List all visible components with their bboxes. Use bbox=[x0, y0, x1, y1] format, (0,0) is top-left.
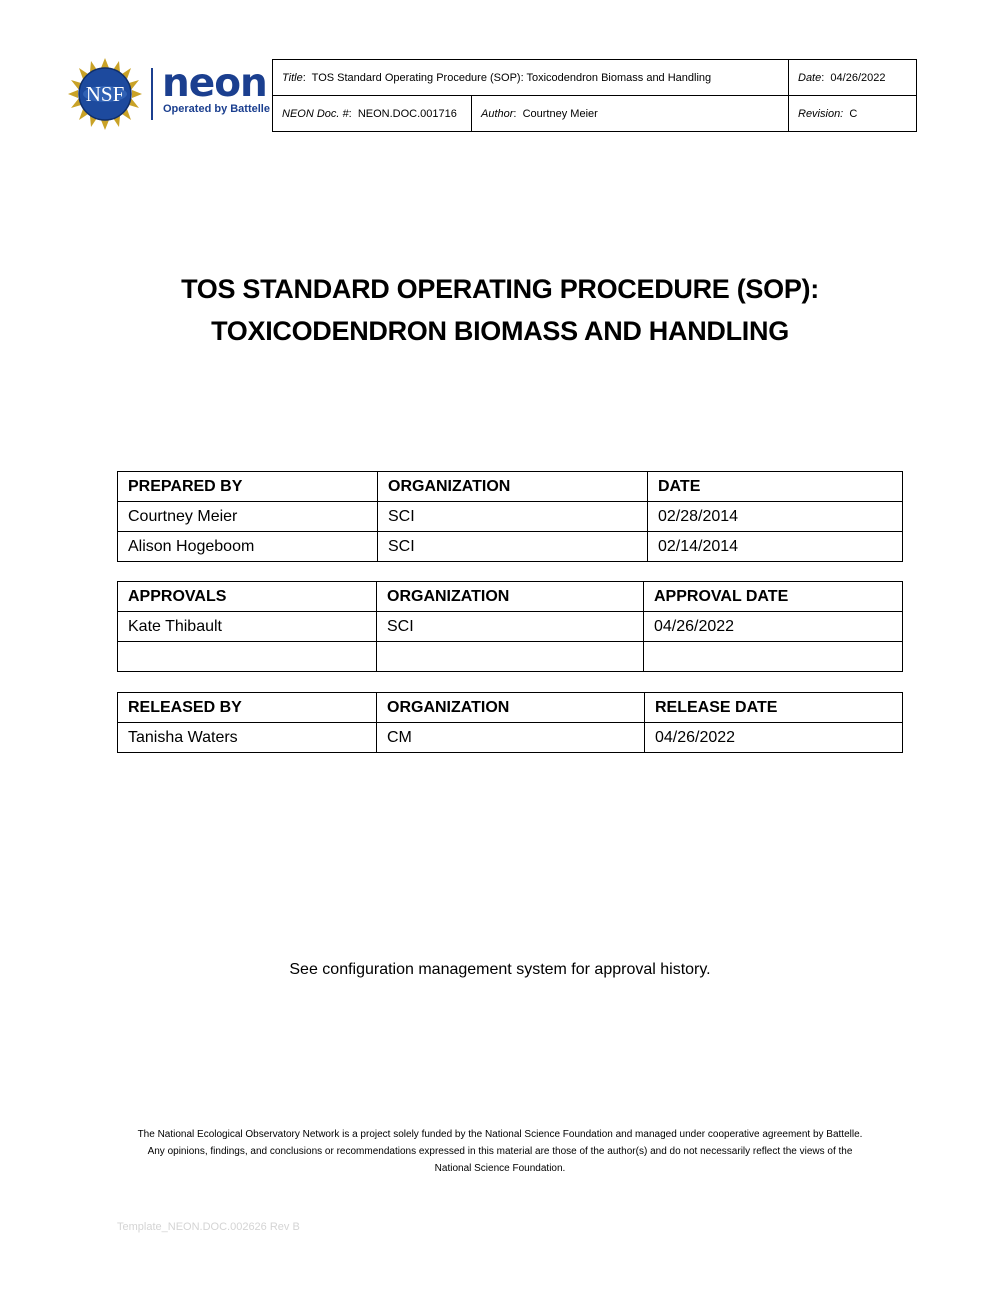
revision-value: C bbox=[849, 107, 858, 120]
approver-organization: SCI bbox=[377, 612, 644, 642]
approver-name: Kate Thibault bbox=[118, 612, 377, 642]
doc-number-value: NEON.DOC.001716 bbox=[357, 107, 457, 120]
preparer-date: 02/14/2014 bbox=[648, 532, 903, 562]
table-row bbox=[118, 532, 903, 562]
prepared-by-header: PREPARED BY bbox=[118, 472, 378, 502]
approver-organization bbox=[377, 642, 644, 672]
seal-text: NSF bbox=[85, 82, 125, 106]
date-label: Date bbox=[798, 71, 822, 84]
prepared-by-table bbox=[117, 471, 903, 562]
releaser-name: Tanisha Waters bbox=[118, 723, 377, 753]
table-row bbox=[118, 612, 903, 642]
title-label: Title bbox=[282, 71, 303, 84]
doc-number-label: NEON Doc. # bbox=[282, 107, 349, 120]
header-author-cell: Author: Courtney Meier bbox=[472, 96, 789, 132]
released-by-table bbox=[117, 692, 903, 753]
approval-date: 04/26/2022 bbox=[644, 612, 903, 642]
date-value: 04/26/2022 bbox=[830, 71, 886, 84]
disclaimer-line-1: The National Ecological Observatory Network is a project solely funded by the National Science Foundation and managed under cooperative agreement by Battelle. bbox=[137, 1129, 863, 1140]
table-row bbox=[118, 502, 903, 532]
approvals-table bbox=[117, 581, 903, 672]
logo-tagline: Operated by Battelle bbox=[163, 103, 270, 115]
approvals-header: APPROVALS bbox=[118, 582, 377, 612]
header-revision-cell bbox=[789, 96, 917, 132]
header-date-cell: Date: 04/26/2022 bbox=[789, 60, 917, 96]
preparer-organization: SCI bbox=[378, 532, 648, 562]
disclaimer-line-2: Any opinions, findings, and conclusions or recommendations expressed in this material are those of the author(s) and do not necessarily reflect the views of the bbox=[147, 1146, 853, 1157]
neon-wordmark: neon bbox=[162, 61, 267, 106]
document-title-line-2: TOXICODENDRON BIOMASS AND HANDLING bbox=[211, 316, 789, 346]
document-title-line-1: TOS STANDARD OPERATING PROCEDURE (SOP): bbox=[181, 274, 819, 304]
release-date: 04/26/2022 bbox=[645, 723, 903, 753]
preparer-name: Alison Hogeboom bbox=[118, 532, 378, 562]
preparer-date: 02/28/2014 bbox=[648, 502, 903, 532]
preparer-organization: SCI bbox=[378, 502, 648, 532]
document-title bbox=[100, 268, 900, 352]
table-row bbox=[118, 723, 903, 753]
nsf-seal-icon bbox=[68, 58, 142, 130]
released-by-header: RELEASED BY bbox=[118, 693, 377, 723]
table-header-row bbox=[118, 472, 903, 502]
preparer-name: Courtney Meier bbox=[118, 502, 378, 532]
author-value: Courtney Meier bbox=[522, 107, 598, 120]
header-title-cell: Title: TOS Standard Operating Procedure (SOP): Toxicodendron Biomass and Handling bbox=[273, 60, 789, 96]
header-doc-cell: NEON Doc. #: NEON.DOC.001716 bbox=[273, 96, 472, 132]
approval-date-header: APPROVAL DATE bbox=[644, 582, 903, 612]
funding-disclaimer bbox=[110, 1126, 890, 1177]
disclaimer-line-3: National Science Foundation. bbox=[434, 1163, 566, 1174]
date-header: DATE bbox=[648, 472, 903, 502]
organization-header: ORGANIZATION bbox=[377, 693, 645, 723]
table-header-row bbox=[118, 582, 903, 612]
template-id: Template_NEON.DOC.002626 Rev B bbox=[117, 1221, 300, 1233]
title-value: TOS Standard Operating Procedure (SOP): Toxicodendron Biomass and Handling bbox=[311, 71, 712, 84]
document-header-table bbox=[272, 59, 917, 132]
releaser-organization: CM bbox=[377, 723, 645, 753]
approval-date bbox=[644, 642, 903, 672]
logo-divider bbox=[151, 68, 153, 120]
table-row bbox=[118, 642, 903, 672]
approver-name bbox=[118, 642, 377, 672]
table-header-row bbox=[118, 693, 903, 723]
revision-label: Revision: bbox=[798, 107, 844, 120]
organization-header: ORGANIZATION bbox=[377, 582, 644, 612]
release-date-header: RELEASE DATE bbox=[645, 693, 903, 723]
author-label: Author bbox=[481, 107, 514, 120]
organization-header: ORGANIZATION bbox=[378, 472, 648, 502]
approval-history-note: See configuration management system for approval history. bbox=[289, 961, 711, 978]
neon-logo bbox=[68, 58, 270, 130]
